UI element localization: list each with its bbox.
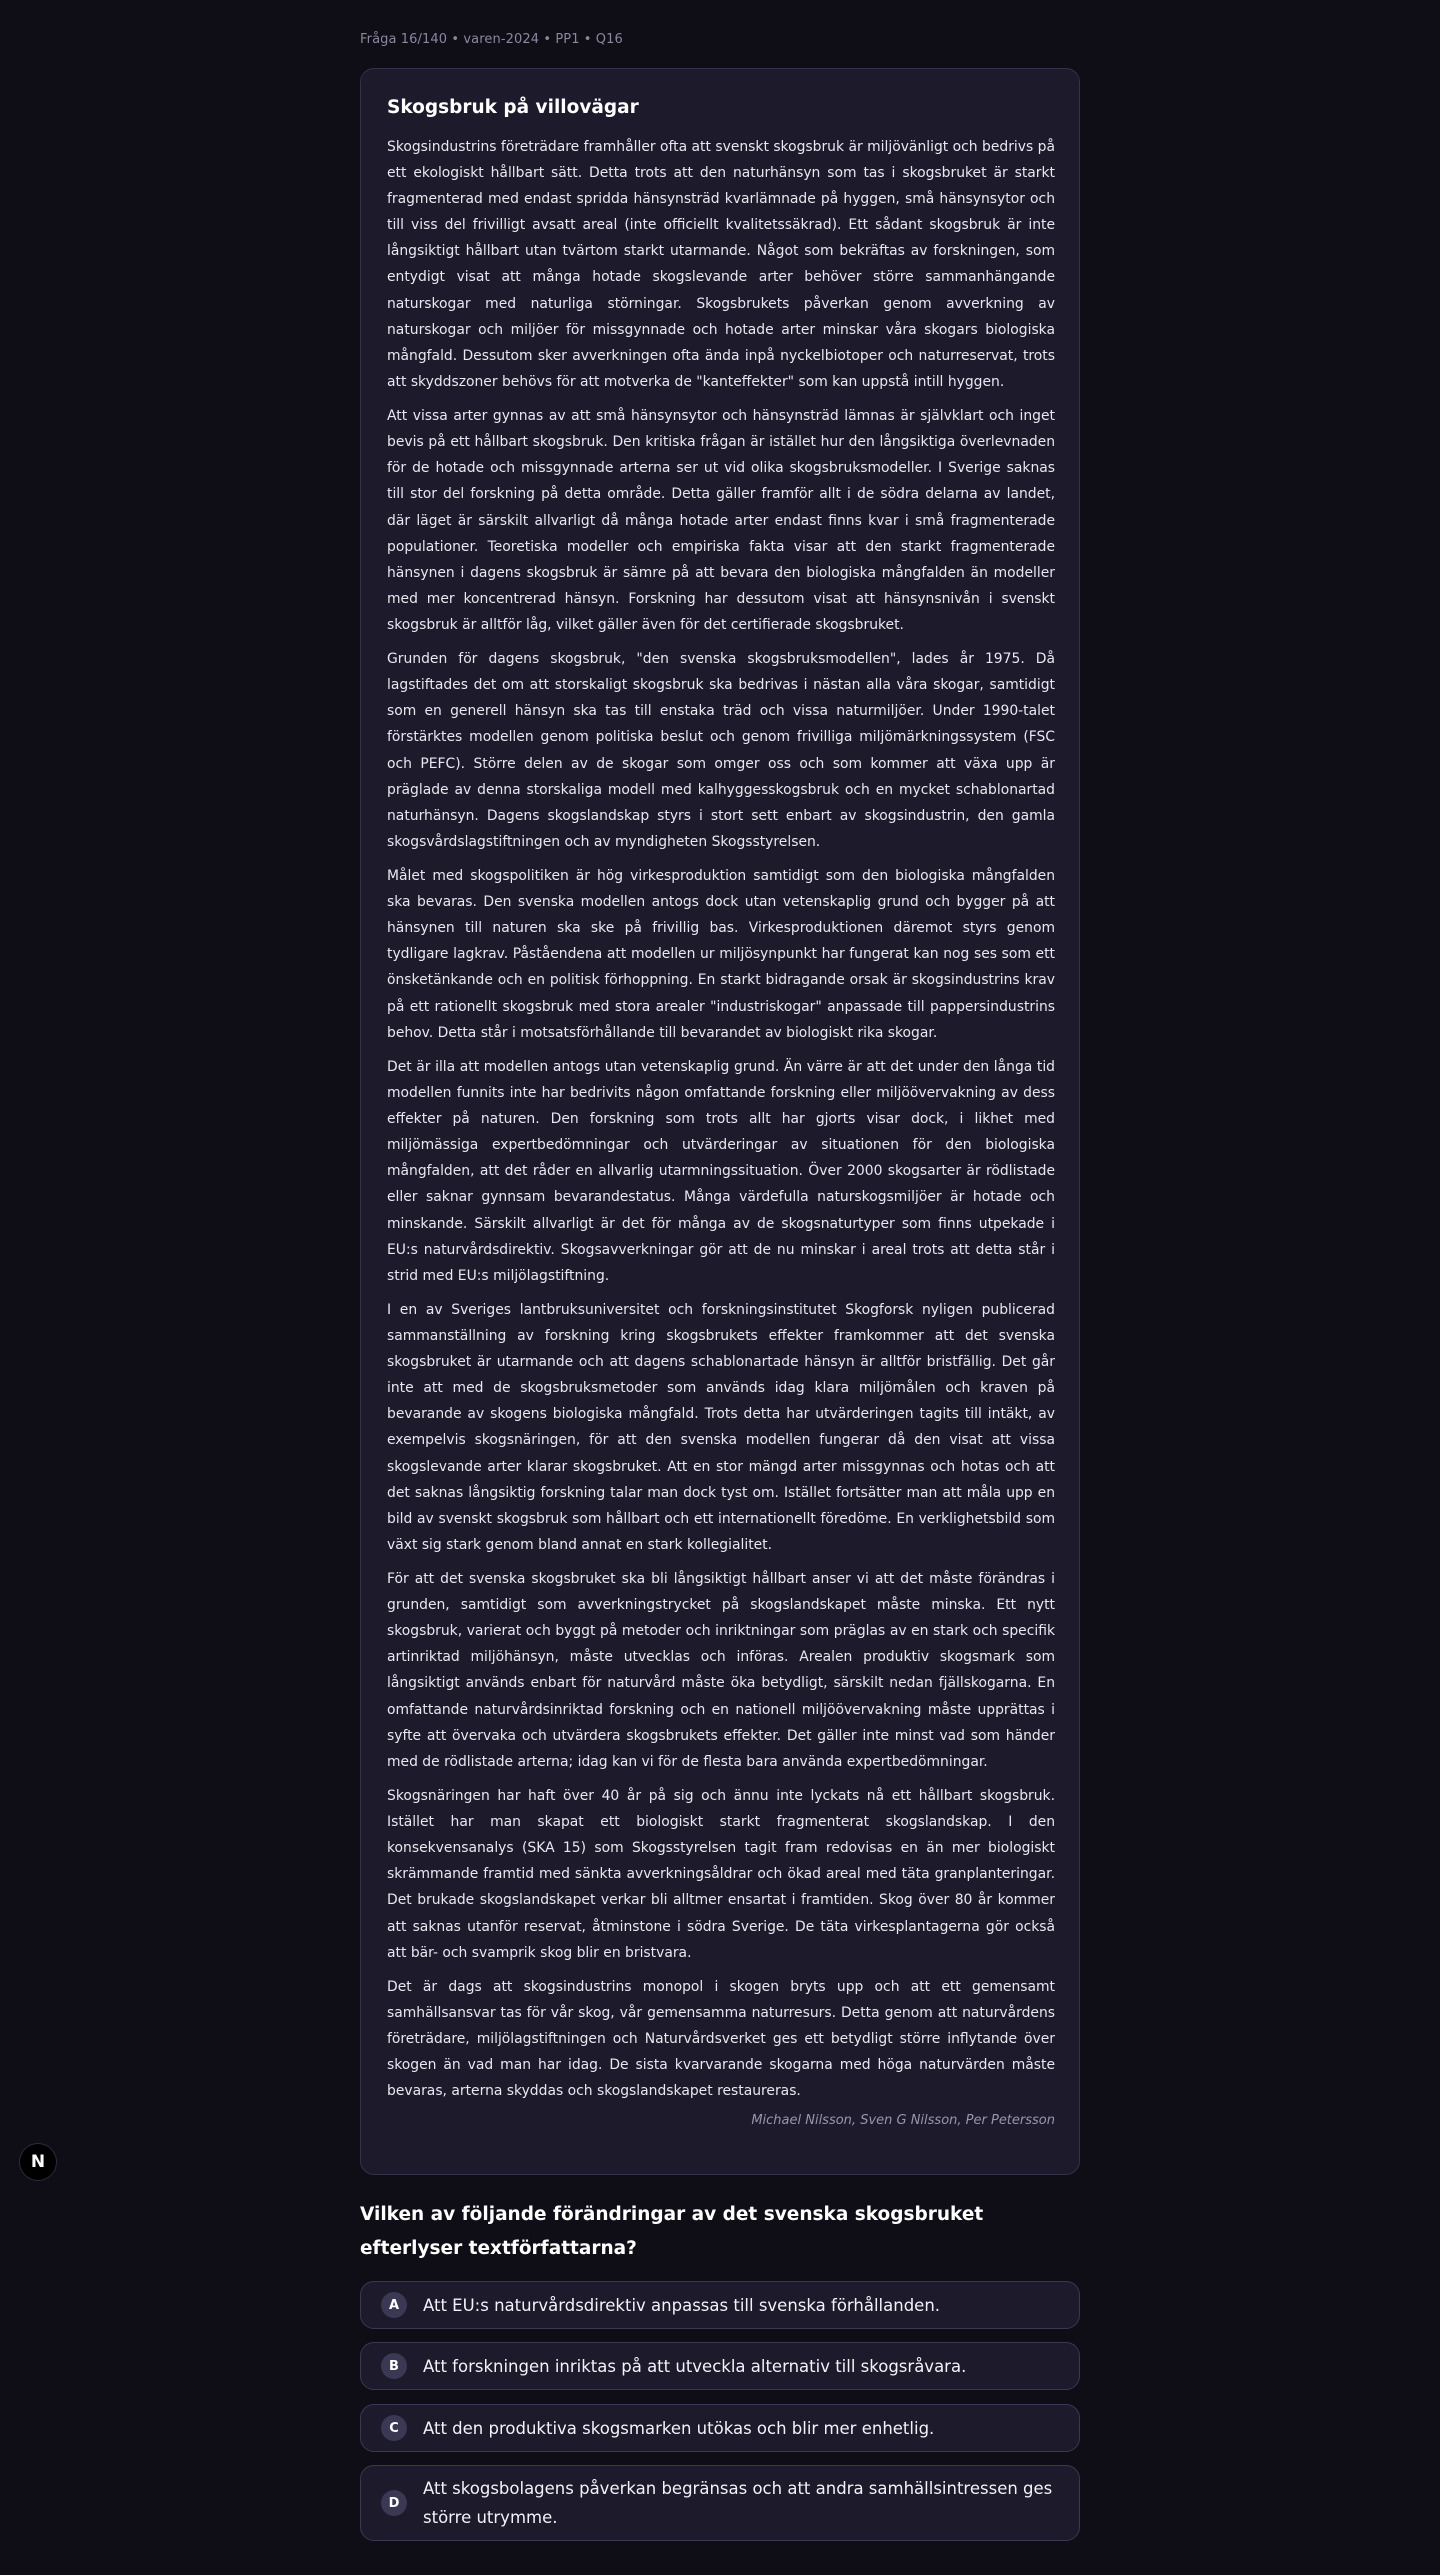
option-text: Att forskningen inriktas på att utveckla alternativ till skogsråvara. — [423, 2356, 967, 2376]
passage-title: Skogsbruk på villovägar — [387, 97, 639, 118]
passage-paragraph: I en av Sveriges lantbruksuniversitet och forskningsinstitutet Skogforsk nyligen publicerad sammanställning av forskning kring skogsbrukets effekter framkommer att det svenska skogsbruket är utarmande och att dagens schablonartade hänsyn är alltför bristfällig. Det går inte att med de skogsbruksmetoder som används idag klara miljömålen och kraven på bevarande av skogens biologiska mångfald. Trots detta har utvärderingen tagits till intäkt, av exempelvis skogsnäringen, för att den svenska modellen fungerar då den visat att vissa skogslevande arter klarar skogsbruket. Att en stor mängd arter missgynnas och hotas och att det saknas långsiktig forskning talar man dock tyst om. Istället fortsätter man att måla upp en bild av svenskt skogsbruk som hållbart och ett internationellt föredöme. En verklighetsbild som växt sig stark genom bland annat en stark kollegialitet. — [387, 1301, 1055, 1553]
passage-paragraph: Målet med skogspolitiken är hög virkesproduktion samtidigt som den biologiska mångfalden ska bevaras. Den svenska modellen antogs dock utan vetenskaplig grund och bygger på att hänsynen till naturen ska ske på frivillig bas. Virkesproduktionen däremot styrs genom tydligare lagkrav. Påståendena att modellen ur miljösynpunkt har fungerat kan nog ses som ett önsketänkande och en politisk förhoppning. En starkt bidragande orsak är skogsindustrins krav på ett rationellt skogsbruk med stora arealer "industriskogar" anpassade till pappersindustrins behov. Detta står i motsatsförhållande till bevarandet av biologiskt rika skogar. — [387, 868, 1055, 1041]
passage-paragraph: Det är illa att modellen antogs utan vetenskaplig grund. Än värre är att det under den långa tid modellen funnits inte har bedrivits någon omfattande forskning eller miljöövervakning av dess effekter på naturen. Den forskning som trots allt har gjorts visar dock, i likhet med miljömässiga expertbedömningar och utvärderingar av situationen för den biologiska mångfalden, att det råder en allvarlig utarmningssituation. Över 2000 skogsarter är rödlistade eller saknar gynnsam bevarandestatus. Många värdefulla naturskogsmiljöer är hotade och minskande. Särskilt allvarligt är det för många av de skogsnaturtyper som finns utpekade i EU:s naturvårdsdirektiv. Skogsavverkningar gör att de nu minskar i areal trots att detta står i strid med EU:s miljölagstiftning. — [387, 1058, 1055, 1284]
passage-card — [360, 68, 1080, 2175]
answer-option-a[interactable] — [360, 2281, 1080, 2329]
option-letter: D — [381, 2490, 407, 2516]
passage-paragraph: Grunden för dagens skogsbruk, "den svenska skogsbruksmodellen", lades år 1975. Då lagstiftades det om att storskaligt skogsbruk ska bedrivas i nästan alla våra skogar, samtidigt som en generell hänsyn ska tas till enstaka träd och vissa naturmiljöer. Under 1990-talet förstärktes modellen genom politiska beslut och genom frivilliga miljömärkningssystem (FSC och PEFC). Större delen av de skogar som omger oss och som kommer att växa upp är präglade av denna storskaliga modell med kalhyggesskogsbruk och en mycket schablonartad naturhänsyn. Dagens skogslandskap styrs i stort sett enbart av skogsindustrin, den gamla skogsvårdslagstiftningen och av myndigheten Skogsstyrelsen. — [387, 651, 1055, 850]
passage-paragraph: Skogsindustrins företrädare framhåller ofta att svenskt skogsbruk är miljövänligt och bedrivs på ett ekologiskt hållbart sätt. Detta trots att den naturhänsyn som tas i skogsbruket är starkt fragmenterad med endast spridda hänsynsträd kvarlämnade på hyggen, små hänsynsytor och till viss del frivilligt avsatt areal (inte officiellt kvalitetssäkrad). Ett sådant skogsbruk är inte långsiktigt hållbart utan tvärtom starkt utarmande. Något som bekräftas av forskningen, som entydigt visat att många hotade skogslevande arter behöver större sammanhängande naturskogar med naturliga störningar. Skogsbrukets påverkan genom avverkning av naturskogar och miljöer för missgynnade och hotade arter minskar våra skogars biologiska mångfald. Dessutom sker avverkningen ofta ända inpå nyckelbiotoper och naturreservat, trots att skyddszoner behövs för att motverka de "kanteffekter" som kan uppstå intill hyggen. — [387, 139, 1055, 390]
option-letter: B — [381, 2353, 407, 2379]
question-meta: Fråga 16/140 • varen-2024 • PP1 • Q16 — [360, 32, 623, 47]
option-text: Att EU:s naturvårdsdirektiv anpassas till svenska förhållanden. — [423, 2295, 941, 2315]
option-letter: C — [381, 2415, 407, 2441]
nextjs-logo-icon: N — [30, 2152, 46, 2172]
option-text: Att den produktiva skogsmarken utökas och blir mer enhetlig. — [423, 2418, 935, 2438]
passage-paragraph: Det är dags att skogsindustrins monopol i skogen bryts upp och att ett gemensamt samhällsansvar tas för vår skog, vår gemensamma naturresurs. Detta genom att naturvårdens företrädare, miljölagstiftningen och Naturvårdsverket ges ett betydligt större inflytande över skogen än vad man har idag. De sista kvarvarande skogarna med höga naturvärden måste bevaras, arterna skyddas och skogslandskapet restaureras. — [387, 1978, 1055, 2100]
option-text: Att skogsbolagens påverkan begränsas och att andra samhällsintressen ges större utrymme. — [423, 2479, 1053, 2527]
answer-option-d[interactable] — [360, 2465, 1080, 2541]
nextjs-badge[interactable] — [19, 2143, 57, 2181]
answer-option-b[interactable] — [360, 2342, 1080, 2390]
passage-paragraph: För att det svenska skogsbruket ska bli långsiktigt hållbart anser vi att det måste förändras i grunden, samtidigt som avverkningstrycket på skogslandskapet måste minska. Ett nytt skogsbruk, varierat och byggt på metoder och inriktningar som präglas av en stark och specifik artinriktad miljöhänsyn, måste utvecklas och införas. Arealen produktiv skogsmark som långsiktigt används enbart för naturvård måste öka betydligt, särskilt nedan fjällskogarna. En omfattande naturvårdsinriktad forskning och en nationell miljöövervakning måste upprättas i syfte att övervaka och utvärdera skogsbrukets effekter. Det gäller inte minst vad som händer med de rödlistade arterna; idag kan vi för de flesta bara använda expertbedömningar. — [387, 1571, 1055, 1770]
passage-paragraph: Skogsnäringen har haft över 40 år på sig och ännu inte lyckats nå ett hållbart skogsbruk. Istället har man skapat ett biologiskt starkt fragmenterat skogslandskap. I den konsekvensanalys (SKA 15) som Skogsstyrelsen tagit fram redovisas en än mer biologiskt skrämmande framtid med sänkta avverkningsåldrar och ökad areal med täta granplanteringar. Det brukade skogslandskapet verkar bli alltmer ensartat i framtiden. Skog över 80 år kommer att saknas utanför reservat, åtminstone i södra Sverige. De täta virkesplantagerna gör också att bär- och svamprik skog blir en bristvara. — [387, 1788, 1055, 1961]
question-text: Vilken av följande förändringar av det svenska skogsbruket efterlyser textförfattarna? — [360, 2204, 984, 2259]
answer-option-c[interactable] — [360, 2404, 1080, 2452]
passage-author: Michael Nilsson, Sven G Nilsson, Per Petersson — [751, 2112, 1055, 2128]
option-letter: A — [381, 2292, 407, 2318]
passage-paragraph: Att vissa arter gynnas av att små hänsynsytor och hänsynsträd lämnas är självklart och inget bevis på ett hållbart skogsbruk. Den kritiska frågan är istället hur den långsiktiga överlevnaden för de hotade och missgynnade arterna ser ut vid olika skogsbruksmodeller. I Sverige saknas till stor del forskning på detta område. Detta gäller framför allt i de södra delarna av landet, där läget är särskilt allvarligt då många hotade arter endast finns kvar i små fragmenterade populationer. Teoretiska modeller och empiriska fakta visar att den starkt fragmenterade hänsynen i dagens skogsbruk är sämre på att bevara den biologiska mångfalden än modeller med mer koncentrerad hänsyn. Forskning har dessutom visat att hänsynsnivån i svenskt skogsbruk är alltför låg, vilket gäller även för det certifierade skogsbruket. — [387, 408, 1055, 633]
